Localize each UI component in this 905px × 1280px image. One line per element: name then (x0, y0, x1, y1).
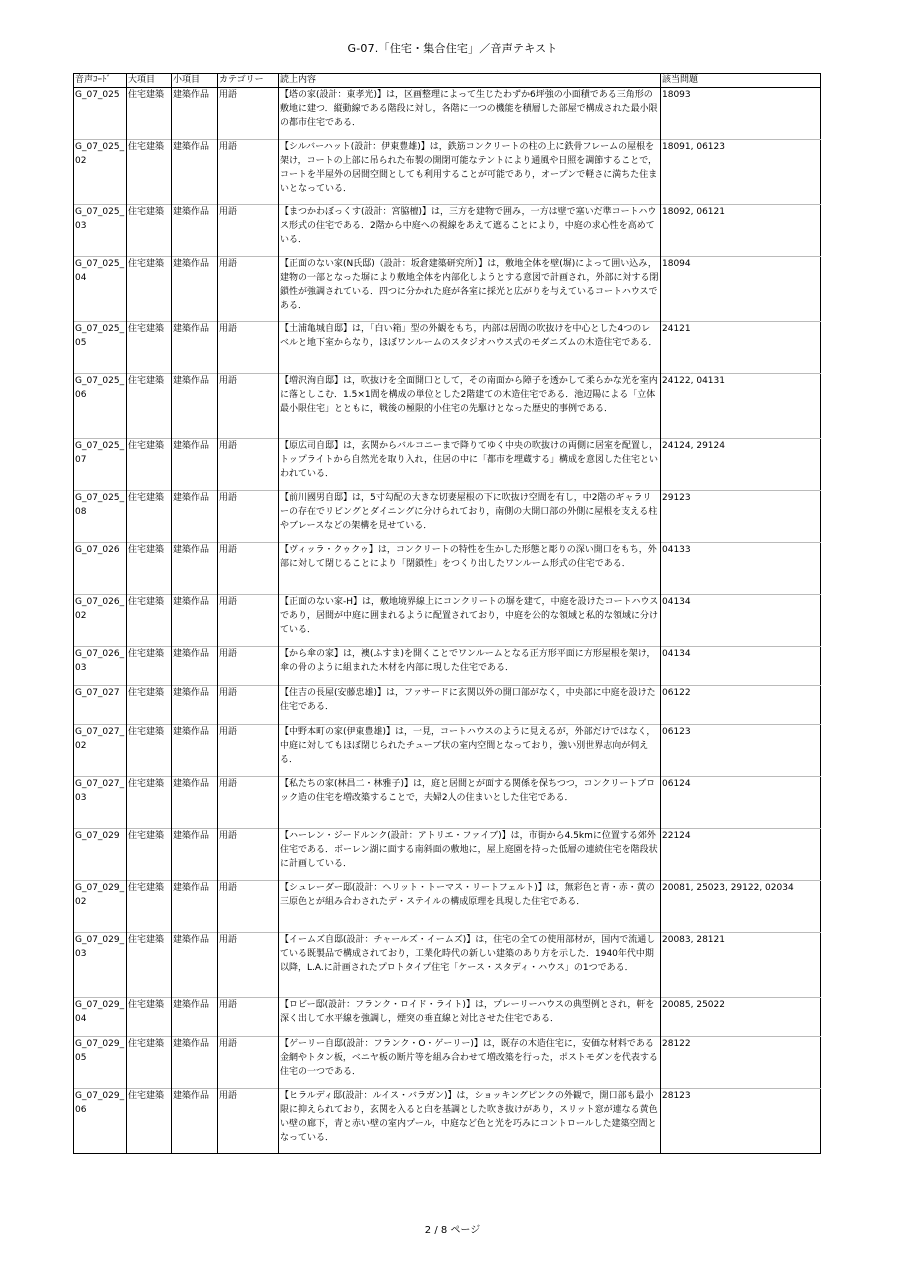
header-category: カテゴリー (218, 74, 279, 88)
cell-code: G_07_029_04 (74, 998, 127, 1037)
table-row (74, 88, 821, 140)
cell-minor: 建築作品 (172, 543, 218, 595)
cell-content: 【増沢洵自邸】は，吹抜けを全面開口として，その南面から障子を透かして柔らかな光を室内に落としこむ．1.5×1間を構成の単位とした2階建ての木造住宅である．池辺陽による「立体最小限住宅」とともに，戦後の極限的小住宅の先駆けとなった歴史的事例である． (279, 374, 661, 439)
cell-code: G_07_029_03 (74, 933, 127, 998)
cell-category: 用語 (218, 686, 279, 725)
cell-minor: 建築作品 (172, 88, 218, 140)
cell-content: 【中野本町の家(伊東豊雄)】は，一見，コートハウスのように見えるが，外部だけではなく，中庭に対してもほぼ閉じられたチューブ状の室内空間となっており，強い別世界志向が伺える． (279, 725, 661, 777)
cell-code: G_07_025_04 (74, 257, 127, 322)
cell-minor: 建築作品 (172, 257, 218, 322)
cell-code: G_07_029 (74, 829, 127, 881)
cell-major: 住宅建築 (127, 829, 172, 881)
cell-minor: 建築作品 (172, 595, 218, 647)
cell-questions: 22124 (661, 829, 821, 881)
table-row (74, 439, 821, 491)
cell-major: 住宅建築 (127, 205, 172, 257)
cell-questions: 20085, 25022 (661, 998, 821, 1037)
table-body (74, 88, 821, 1154)
cell-major: 住宅建築 (127, 1037, 172, 1089)
cell-major: 住宅建築 (127, 725, 172, 777)
cell-minor: 建築作品 (172, 491, 218, 543)
page-number: 2 / 8 ページ (424, 1225, 481, 1236)
cell-category: 用語 (218, 595, 279, 647)
cell-content: 【シルバーハット(設計：伊東豊雄)】は，鉄筋コンクリートの柱の上に鉄骨フレームの屋根を架け，コートの上部に吊られた布製の開閉可能なテントにより通風や日照を調節することで，コートを半屋外の居間空間としても利用することが可能であり，オープンで軽さに満ちた住まいとなっている． (279, 140, 661, 205)
cell-questions: 28123 (661, 1089, 821, 1154)
cell-code: G_07_026_03 (74, 647, 127, 686)
cell-minor: 建築作品 (172, 374, 218, 439)
cell-category: 用語 (218, 257, 279, 322)
cell-major: 住宅建築 (127, 322, 172, 374)
cell-questions: 24122, 04131 (661, 374, 821, 439)
cell-content: 【正面のない家(N氏邸)（設計：坂倉建築研究所）】は，敷地全体を壁(塀)によって囲い込み，建物の一部となった塀により敷地全体を内部化しようとする意図で計画され，外部に対する閉鎖性が強調されている．四つに分かれた庭が各室に採光と広がりを与えているコートハウスである． (279, 257, 661, 322)
table-header-row (74, 74, 821, 88)
cell-major: 住宅建築 (127, 647, 172, 686)
cell-content: 【ロビー邸(設計：フランク・ロイド・ライト)】は，プレーリーハウスの典型例とされ，軒を深く出して水平線を強調し，煙突の垂直線と対比させた住宅である． (279, 998, 661, 1037)
cell-code: G_07_025_07 (74, 439, 127, 491)
cell-questions: 24121 (661, 322, 821, 374)
cell-content: 【塔の家(設計：東孝光)】は，区画整理によって生じたわずか6坪強の小面積である三角形の敷地に建つ．縦動線である階段に対し，各階に一つの機能を積層した部屋で構成された最小限の都市住宅である． (279, 88, 661, 140)
cell-questions: 29123 (661, 491, 821, 543)
cell-content: 【住吉の長屋(安藤忠雄)】は，ファサードに玄関以外の開口部がなく，中央部に中庭を設けた住宅である． (279, 686, 661, 725)
cell-category: 用語 (218, 205, 279, 257)
cell-category: 用語 (218, 881, 279, 933)
cell-minor: 建築作品 (172, 933, 218, 998)
cell-questions: 18091, 06123 (661, 140, 821, 205)
cell-code: G_07_025_08 (74, 491, 127, 543)
cell-major: 住宅建築 (127, 686, 172, 725)
cell-content: 【から傘の家】は，襖(ふすま)を開くことでワンルームとなる正方形平面に方形屋根を架け，傘の骨のように組まれた木材を内部に現した住宅である． (279, 647, 661, 686)
cell-questions: 04134 (661, 595, 821, 647)
cell-questions: 04133 (661, 543, 821, 595)
cell-code: G_07_027 (74, 686, 127, 725)
cell-questions: 04134 (661, 647, 821, 686)
table-row (74, 595, 821, 647)
cell-questions: 18092, 06121 (661, 205, 821, 257)
cell-content: 【私たちの家(林昌二・林雅子)】は，庭と居間とが面する関係を保ちつつ，コンクリートブロック造の住宅を増改築することで，夫婦2人の住まいとした住宅である． (279, 777, 661, 829)
table-row (74, 1037, 821, 1089)
cell-content: 【イームズ自邸(設計：チャールズ・イームズ)】は，住宅の全ての使用部材が，国内で流通している既製品で構成されており，工業化時代の新しい建築のあり方を示した．1940年代中期以降，L.A.に計画されたプロトタイプ住宅「ケース・スタディ・ハウス」の1つである． (279, 933, 661, 998)
cell-code: G_07_025_02 (74, 140, 127, 205)
audio-text-table (73, 73, 821, 1154)
cell-minor: 建築作品 (172, 205, 218, 257)
cell-code: G_07_025_06 (74, 374, 127, 439)
cell-major: 住宅建築 (127, 1089, 172, 1154)
cell-content: 【土浦亀城自邸】は，「白い箱」型の外観をもち，内部は居間の吹抜けを中心とした4つのレベルと地下室からなり，ほぼワンルームのスタジオハウス式のモダニズムの木造住宅である． (279, 322, 661, 374)
table-row (74, 725, 821, 777)
cell-major: 住宅建築 (127, 140, 172, 205)
cell-questions: 28122 (661, 1037, 821, 1089)
cell-questions: 06123 (661, 725, 821, 777)
cell-code: G_07_026 (74, 543, 127, 595)
header-code: 音声ｺｰﾄﾞ (74, 74, 127, 88)
cell-code: G_07_025_03 (74, 205, 127, 257)
cell-category: 用語 (218, 374, 279, 439)
cell-content: 【ゲーリー自邸(設計：フランク・O・ゲーリー)】は，既存の木造住宅に，安価な材料である金網やトタン板，ベニヤ板の断片等を組み合わせて増改築を行った，ポストモダンを代表する住宅の一つである． (279, 1037, 661, 1089)
cell-minor: 建築作品 (172, 140, 218, 205)
cell-major: 住宅建築 (127, 491, 172, 543)
header-major: 大項目 (127, 74, 172, 88)
table-row (74, 686, 821, 725)
cell-content: 【まつかわぼっくす(設計：宮脇檀)】は，三方を建物で囲み，一方は壁で塞いだ準コートハウス形式の住宅である．2階から中庭への視線をあえて遮ることにより，中庭の求心性を高めている． (279, 205, 661, 257)
cell-minor: 建築作品 (172, 439, 218, 491)
cell-minor: 建築作品 (172, 725, 218, 777)
cell-category: 用語 (218, 140, 279, 205)
table-row (74, 322, 821, 374)
cell-minor: 建築作品 (172, 322, 218, 374)
cell-category: 用語 (218, 88, 279, 140)
cell-questions: 20083, 28121 (661, 933, 821, 998)
cell-minor: 建築作品 (172, 1089, 218, 1154)
cell-minor: 建築作品 (172, 777, 218, 829)
cell-major: 住宅建築 (127, 257, 172, 322)
cell-minor: 建築作品 (172, 1037, 218, 1089)
cell-content: 【ヒラルディ邸(設計：ルイス・バラガン)】は，ショッキングピンクの外観で，開口部も最小限に抑えられており，玄関を入ると白を基調とした吹き抜けがあり，スリット窓が連なる黄色い壁の廊下，青と赤い壁の室内プール，中庭など色と光を巧みにコントロールした建築空間となっている． (279, 1089, 661, 1154)
cell-questions: 18094 (661, 257, 821, 322)
cell-minor: 建築作品 (172, 881, 218, 933)
cell-content: 【前川國男自邸】は，5寸勾配の大きな切妻屋根の下に吹抜け空間を有し，中2階のギャラリーの存在でリビングとダイニングに分けられており，南側の大開口部の外側に屋根を支える柱やブレースなどの架構を見せている． (279, 491, 661, 543)
cell-category: 用語 (218, 439, 279, 491)
cell-category: 用語 (218, 543, 279, 595)
cell-minor: 建築作品 (172, 647, 218, 686)
table-row (74, 257, 821, 322)
header-questions: 該当問題 (661, 74, 821, 88)
table-row (74, 881, 821, 933)
cell-major: 住宅建築 (127, 777, 172, 829)
cell-questions: 18093 (661, 88, 821, 140)
cell-category: 用語 (218, 1089, 279, 1154)
table-row (74, 777, 821, 829)
header-content: 読上内容 (279, 74, 661, 88)
table-row (74, 374, 821, 439)
table-row (74, 829, 821, 881)
cell-content: 【ハーレン・ジードルンク(設計：アトリエ・ファイブ)】は，市街から4.5kmに位置する郊外住宅である．ボーレン湖に面する南斜面の敷地に，屋上庭園を持った低層の連続住宅を階段状に計画している． (279, 829, 661, 881)
table-row (74, 140, 821, 205)
cell-major: 住宅建築 (127, 439, 172, 491)
table-row (74, 543, 821, 595)
cell-major: 住宅建築 (127, 88, 172, 140)
cell-category: 用語 (218, 933, 279, 998)
page-title: G-07.「住宅・集合住宅」／音声テキスト (347, 42, 558, 55)
cell-code: G_07_025 (74, 88, 127, 140)
table-row (74, 491, 821, 543)
table-row (74, 647, 821, 686)
cell-code: G_07_027_02 (74, 725, 127, 777)
table-row (74, 205, 821, 257)
cell-major: 住宅建築 (127, 543, 172, 595)
cell-code: G_07_029_06 (74, 1089, 127, 1154)
cell-category: 用語 (218, 829, 279, 881)
cell-category: 用語 (218, 998, 279, 1037)
cell-category: 用語 (218, 777, 279, 829)
table-row (74, 998, 821, 1037)
cell-major: 住宅建築 (127, 998, 172, 1037)
cell-category: 用語 (218, 647, 279, 686)
cell-major: 住宅建築 (127, 933, 172, 998)
table-row (74, 1089, 821, 1154)
cell-category: 用語 (218, 1037, 279, 1089)
cell-content: 【シュレーダー邸(設計：ヘリット・トーマス・リートフェルト)】は，無彩色と青・赤・黄の三原色とが組み合わされたデ・ステイルの構成原理を具現した住宅である． (279, 881, 661, 933)
cell-questions: 06124 (661, 777, 821, 829)
cell-questions: 20081, 25023, 29122, 02034 (661, 881, 821, 933)
cell-questions: 06122 (661, 686, 821, 725)
cell-category: 用語 (218, 491, 279, 543)
cell-major: 住宅建築 (127, 595, 172, 647)
cell-content: 【ヴィッラ・クゥクゥ】は，コンクリートの特性を生かした形態と彫りの深い開口をもち，外部に対して閉じることにより「閉鎖性」をつくり出したワンルーム形式の住宅である． (279, 543, 661, 595)
cell-code: G_07_029_02 (74, 881, 127, 933)
cell-category: 用語 (218, 322, 279, 374)
cell-content: 【正面のない家-H】は，敷地境界線上にコンクリートの塀を建て，中庭を設けたコートハウスであり，居間が中庭に囲まれるように配置されており，中庭を公的な領域と私的な領域に分けている． (279, 595, 661, 647)
cell-minor: 建築作品 (172, 998, 218, 1037)
cell-code: G_07_026_02 (74, 595, 127, 647)
cell-minor: 建築作品 (172, 829, 218, 881)
cell-category: 用語 (218, 725, 279, 777)
cell-questions: 24124, 29124 (661, 439, 821, 491)
cell-code: G_07_027_03 (74, 777, 127, 829)
cell-code: G_07_025_05 (74, 322, 127, 374)
table-row (74, 933, 821, 998)
cell-minor: 建築作品 (172, 686, 218, 725)
cell-major: 住宅建築 (127, 374, 172, 439)
cell-major: 住宅建築 (127, 881, 172, 933)
cell-code: G_07_029_05 (74, 1037, 127, 1089)
cell-content: 【原広司自邸】は，玄関からバルコニーまで降りてゆく中央の吹抜けの両側に居室を配置し，トップライトから自然光を取り入れ，住居の中に「都市を埋蔵する」構成を意図した住宅といわれている． (279, 439, 661, 491)
header-minor: 小項目 (172, 74, 218, 88)
